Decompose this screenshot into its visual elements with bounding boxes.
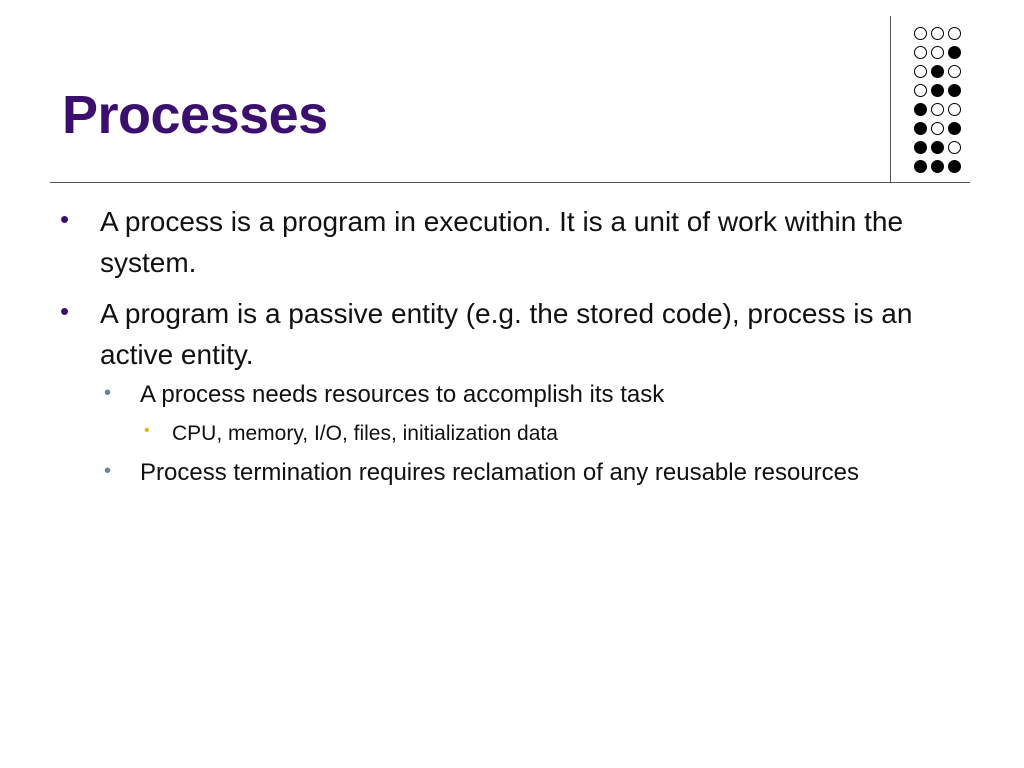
- filled-dot: [931, 65, 944, 78]
- hollow-dot: [931, 46, 944, 59]
- hollow-dot: [914, 46, 927, 59]
- bullet-marker: •: [60, 296, 70, 326]
- filled-dot: [948, 160, 961, 173]
- bullet-marker: •: [104, 382, 112, 404]
- dot-row: [914, 141, 968, 155]
- hollow-dot: [931, 27, 944, 40]
- hollow-dot: [931, 103, 944, 116]
- dot-grid-decoration: [914, 27, 968, 179]
- dot-row: [914, 122, 968, 136]
- filled-dot: [914, 122, 927, 135]
- dot-row: [914, 103, 968, 117]
- hollow-dot: [914, 27, 927, 40]
- dot-row: [914, 65, 968, 79]
- vertical-divider: [890, 16, 891, 182]
- filled-dot: [948, 46, 961, 59]
- filled-dot: [914, 141, 927, 154]
- hollow-dot: [948, 65, 961, 78]
- slide-title: Processes: [62, 85, 328, 145]
- hollow-dot: [914, 84, 927, 97]
- bullet-marker: •: [60, 204, 70, 234]
- bullet-text: Process termination requires reclamation of any reusable resources: [140, 459, 860, 486]
- horizontal-divider: [50, 182, 970, 183]
- filled-dot: [931, 160, 944, 173]
- filled-dot: [948, 84, 961, 97]
- bullet-marker: •: [104, 460, 112, 482]
- bullet-text: CPU, memory, I/O, files, initialization data: [172, 422, 558, 445]
- bullet-text: A process is a program in execution. It is a unit of work within the system.: [100, 206, 904, 278]
- dot-row: [914, 160, 968, 174]
- dot-row: [914, 27, 968, 41]
- hollow-dot: [931, 122, 944, 135]
- hollow-dot: [948, 103, 961, 116]
- bullet-marker: •: [144, 422, 150, 439]
- filled-dot: [931, 141, 944, 154]
- hollow-dot: [948, 141, 961, 154]
- filled-dot: [931, 84, 944, 97]
- dot-row: [914, 84, 968, 98]
- hollow-dot: [914, 65, 927, 78]
- filled-dot: [914, 103, 927, 116]
- bullet-text: A program is a passive entity (e.g. the stored code), process is an active entity.: [100, 298, 913, 370]
- filled-dot: [948, 122, 961, 135]
- bullet-text: A process needs resources to accomplish its task: [140, 381, 665, 408]
- filled-dot: [914, 160, 927, 173]
- hollow-dot: [948, 27, 961, 40]
- dot-row: [914, 46, 968, 60]
